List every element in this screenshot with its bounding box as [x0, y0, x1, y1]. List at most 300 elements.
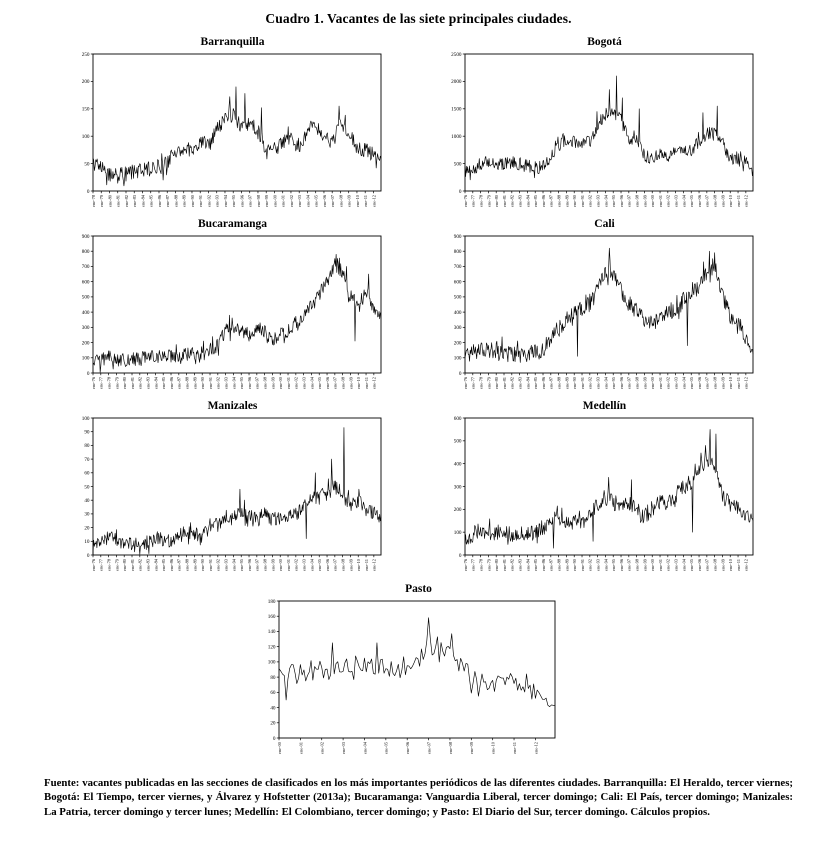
y-axis-tick-label: 100 — [267, 659, 275, 666]
y-axis-tick-label: 70 — [83, 456, 89, 463]
x-axis-tick-label: ene-96 — [618, 377, 624, 389]
x-axis-tick-label: ene-90 — [189, 195, 195, 207]
x-axis-tick-label: ene-78 — [478, 559, 484, 571]
x-axis-tick-label: ene-06 — [321, 195, 327, 207]
chart-title: Medellín — [582, 400, 627, 412]
y-axis-tick-label: 900 — [453, 233, 461, 240]
x-axis-tick-label: ene-12 — [370, 195, 376, 207]
x-axis-tick-label: ene-05 — [316, 559, 322, 571]
y-axis-tick-label: 90 — [83, 429, 89, 436]
y-axis-tick-label: 500 — [453, 438, 461, 445]
x-axis-tick-label: ene-06 — [696, 195, 702, 207]
x-axis-tick-label: ene-07 — [704, 559, 710, 571]
x-axis-tick-label: ene-88 — [556, 377, 562, 389]
x-axis-tick-label: ene-83 — [131, 195, 137, 207]
x-axis-tick-label: ene-83 — [145, 559, 151, 571]
chart-canvas — [67, 231, 399, 397]
x-axis-tick-label: ene-06 — [404, 742, 410, 754]
x-axis-tick-label: ene-02 — [665, 195, 671, 207]
chart-pasto — [253, 583, 585, 762]
x-axis-tick-label: ene-79 — [113, 377, 119, 389]
x-axis-tick-label: ene-91 — [579, 377, 585, 389]
y-axis-tick-label: 150 — [81, 106, 89, 113]
x-axis-tick-label: ene-85 — [532, 377, 538, 389]
x-axis-tick-label: ene-83 — [517, 377, 523, 389]
x-axis-tick-label: ene-95 — [610, 195, 616, 207]
x-axis-tick-label: ene-94 — [602, 195, 608, 207]
x-axis-tick-label: ene-00 — [277, 559, 283, 571]
x-axis-tick-label: ene-92 — [587, 377, 593, 389]
y-axis-tick-label: 200 — [81, 340, 89, 347]
x-axis-tick-label: ene-07 — [425, 742, 431, 754]
x-axis-tick-label: ene-80 — [106, 195, 112, 207]
x-axis-tick-label: ene-94 — [222, 195, 228, 207]
x-axis-tick-label: ene-00 — [271, 195, 277, 207]
x-axis-tick-label: ene-81 — [115, 195, 121, 207]
x-axis-tick-label: ene-06 — [324, 377, 330, 389]
y-axis-tick-label: 60 — [83, 470, 89, 477]
chart-canvas-manizales — [67, 413, 399, 579]
y-axis-tick-label: 200 — [453, 340, 461, 347]
x-axis-tick-label: ene-87 — [176, 377, 182, 389]
x-axis-tick-label: ene-01 — [280, 195, 286, 207]
y-axis-tick-label: 300 — [453, 484, 461, 491]
x-axis-tick-label: ene-94 — [602, 559, 608, 571]
x-axis-tick-label: ene-09 — [346, 195, 352, 207]
x-axis-tick-label: ene-80 — [493, 559, 499, 571]
y-axis-tick-label: 400 — [81, 309, 89, 316]
y-axis-tick-label: 1500 — [450, 106, 461, 113]
x-axis-tick-label: ene-76 — [90, 559, 96, 571]
x-axis-tick-label: ene-08 — [712, 377, 718, 389]
x-axis-tick-label: ene-95 — [238, 377, 244, 389]
x-axis-tick-label: ene-88 — [556, 195, 562, 207]
x-axis-tick-label: ene-86 — [168, 559, 174, 571]
x-axis-tick-label: ene-93 — [214, 195, 220, 207]
x-axis-tick-label: ene-80 — [493, 377, 499, 389]
x-axis-tick-label: ene-10 — [490, 742, 496, 754]
x-axis-tick-label: ene-00 — [649, 377, 655, 389]
y-axis-tick-label: 80 — [83, 443, 89, 450]
x-axis-tick-label: ene-84 — [152, 377, 158, 389]
x-axis-tick-label: ene-91 — [579, 195, 585, 207]
x-axis-tick-label: ene-99 — [641, 559, 647, 571]
x-axis-tick-label: ene-95 — [238, 559, 244, 571]
x-axis-tick-label: ene-99 — [269, 559, 275, 571]
x-axis-tick-label: ene-83 — [517, 195, 523, 207]
x-axis-tick-label: ene-76 — [462, 559, 468, 571]
x-axis-tick-label: ene-03 — [301, 377, 307, 389]
y-axis-tick-label: 0 — [272, 735, 275, 742]
plot-area — [93, 236, 381, 373]
x-axis-tick-label: ene-03 — [340, 742, 346, 754]
x-axis-tick-label: ene-01 — [657, 195, 663, 207]
y-axis-tick-label: 100 — [81, 355, 89, 362]
x-axis-tick-label: ene-06 — [696, 559, 702, 571]
x-axis-tick-label: ene-03 — [296, 195, 302, 207]
x-axis-tick-label: ene-82 — [509, 559, 515, 571]
x-axis-tick-label: ene-06 — [696, 377, 702, 389]
x-axis-tick-label: ene-04 — [308, 559, 314, 571]
x-axis-tick-label: ene-98 — [634, 559, 640, 571]
y-axis-tick-label: 20 — [269, 720, 275, 727]
x-axis-tick-label: ene-81 — [129, 559, 135, 571]
x-axis-tick-label: ene-92 — [587, 559, 593, 571]
x-axis-tick-label: ene-01 — [657, 377, 663, 389]
x-axis-tick-label: ene-99 — [641, 377, 647, 389]
x-axis-tick-label: ene-04 — [680, 195, 686, 207]
x-axis-tick-label: ene-07 — [704, 195, 710, 207]
x-axis-tick-label: ene-04 — [680, 377, 686, 389]
x-axis-tick-label: ene-90 — [571, 377, 577, 389]
chart-bucaramanga — [67, 218, 399, 397]
chart-canvas — [439, 413, 771, 579]
x-axis-tick-label: ene-90 — [571, 195, 577, 207]
chart-canvas-medellin — [439, 413, 771, 579]
x-axis-tick-label: ene-90 — [199, 377, 205, 389]
x-axis-tick-label: ene-08 — [447, 742, 453, 754]
x-axis-tick-label: ene-82 — [509, 195, 515, 207]
y-axis-tick-label: 0 — [458, 552, 461, 559]
x-axis-tick-label: ene-09 — [719, 377, 725, 389]
x-axis-tick-label: ene-79 — [485, 377, 491, 389]
x-axis-tick-label: ene-95 — [610, 559, 616, 571]
x-axis-tick-label: ene-78 — [90, 195, 96, 207]
x-axis-tick-label: ene-10 — [727, 195, 733, 207]
x-axis-tick-label: ene-90 — [199, 559, 205, 571]
y-axis-tick-label: 600 — [453, 279, 461, 286]
x-axis-tick-label: ene-78 — [106, 377, 112, 389]
x-axis-tick-label: ene-00 — [277, 377, 283, 389]
y-axis-tick-label: 140 — [267, 629, 275, 636]
x-axis-tick-label: ene-12 — [371, 559, 377, 571]
chart-canvas-bucaramanga — [67, 231, 399, 397]
x-axis-tick-label: ene-78 — [478, 195, 484, 207]
y-axis-tick-label: 250 — [81, 51, 89, 58]
page-title: Cuadro 1. Vacantes de las siete principales ciudades. — [265, 11, 572, 26]
x-axis-tick-label: ene-87 — [548, 559, 554, 571]
x-axis-tick-label: ene-97 — [254, 377, 260, 389]
x-axis-tick-label: ene-89 — [191, 559, 197, 571]
y-axis-tick-label: 800 — [453, 249, 461, 256]
x-axis-tick-label: ene-88 — [184, 377, 190, 389]
x-axis-tick-label: ene-83 — [517, 559, 523, 571]
y-axis-tick-label: 200 — [453, 507, 461, 514]
x-axis-tick-label: ene-78 — [478, 377, 484, 389]
chart-title: Pasto — [405, 583, 432, 595]
x-axis-tick-label: ene-83 — [145, 377, 151, 389]
x-axis-tick-label: ene-91 — [207, 559, 213, 571]
x-axis-tick-label: ene-99 — [269, 377, 275, 389]
x-axis-tick-label: ene-77 — [470, 377, 476, 389]
x-axis-tick-label: ene-09 — [347, 377, 353, 389]
x-axis-tick-label: ene-88 — [172, 195, 178, 207]
y-axis-tick-label: 80 — [269, 674, 275, 681]
x-axis-tick-label: ene-01 — [285, 559, 291, 571]
x-axis-tick-label: ene-01 — [285, 377, 291, 389]
x-axis-tick-label: ene-87 — [164, 195, 170, 207]
x-axis-tick-label: ene-10 — [354, 195, 360, 207]
x-axis-tick-label: ene-89 — [191, 377, 197, 389]
x-axis-tick-label: ene-89 — [563, 377, 569, 389]
chart-bogota — [439, 36, 771, 215]
y-axis-tick-label: 10 — [83, 539, 89, 546]
x-axis-tick-label: ene-85 — [160, 377, 166, 389]
x-axis-tick-label: ene-84 — [139, 195, 145, 207]
x-axis-tick-label: ene-79 — [98, 195, 104, 207]
x-axis-tick-label: ene-79 — [485, 195, 491, 207]
y-axis-tick-label: 160 — [267, 614, 275, 621]
y-axis-tick-label: 40 — [83, 498, 89, 504]
x-axis-tick-label: ene-90 — [571, 559, 577, 571]
y-axis-tick-label: 0 — [458, 370, 461, 377]
x-axis-tick-label: ene-91 — [579, 559, 585, 571]
x-axis-tick-label: ene-92 — [215, 559, 221, 571]
x-axis-tick-label: ene-81 — [501, 195, 507, 207]
x-axis-tick-label: ene-98 — [634, 377, 640, 389]
x-axis-tick-label: ene-85 — [532, 559, 538, 571]
y-axis-tick-label: 200 — [81, 79, 89, 86]
x-axis-tick-label: ene-97 — [626, 195, 632, 207]
y-axis-tick-label: 900 — [81, 233, 89, 240]
x-axis-tick-label: ene-09 — [719, 559, 725, 571]
y-axis-tick-label: 300 — [453, 325, 461, 332]
chart-medellin — [439, 400, 771, 579]
x-axis-tick-label: ene-04 — [304, 195, 310, 207]
x-axis-tick-label: ene-93 — [595, 377, 601, 389]
x-axis-tick-label: ene-94 — [602, 377, 608, 389]
x-axis-tick-label: ene-03 — [673, 195, 679, 207]
y-axis-tick-label: 500 — [453, 294, 461, 301]
x-axis-tick-label: ene-87 — [176, 559, 182, 571]
y-axis-tick-label: 30 — [83, 511, 89, 518]
x-axis-tick-label: ene-98 — [634, 195, 640, 207]
x-axis-tick-label: ene-11 — [363, 559, 369, 571]
x-axis-tick-label: ene-92 — [587, 195, 593, 207]
y-axis-tick-label: 500 — [453, 161, 461, 168]
y-axis-tick-label: 0 — [86, 188, 89, 195]
x-axis-tick-label: ene-91 — [207, 377, 213, 389]
x-axis-tick-label: ene-77 — [470, 195, 476, 207]
x-axis-tick-label: ene-05 — [383, 742, 389, 754]
x-axis-tick-label: ene-09 — [719, 195, 725, 207]
x-axis-tick-label: ene-08 — [340, 377, 346, 389]
y-axis-tick-label: 700 — [453, 264, 461, 271]
x-axis-tick-label: ene-11 — [735, 195, 741, 207]
x-axis-tick-label: ene-76 — [462, 377, 468, 389]
x-axis-tick-label: ene-11 — [735, 377, 741, 389]
y-axis-tick-label: 100 — [81, 415, 89, 422]
x-axis-tick-label: ene-93 — [595, 195, 601, 207]
x-axis-tick-label: ene-07 — [332, 559, 338, 571]
x-axis-tick-label: ene-11 — [363, 377, 369, 389]
x-axis-tick-label: ene-81 — [129, 377, 135, 389]
x-axis-tick-label: ene-09 — [347, 559, 353, 571]
y-axis-tick-label: 800 — [81, 249, 89, 256]
y-axis-tick-label: 50 — [83, 484, 89, 491]
chart-canvas-bogota — [439, 49, 771, 215]
x-axis-tick-label: ene-85 — [148, 195, 154, 207]
x-axis-tick-label: ene-02 — [319, 742, 325, 754]
x-axis-tick-label: ene-12 — [532, 742, 538, 754]
x-axis-tick-label: ene-06 — [324, 559, 330, 571]
x-axis-tick-label: ene-86 — [168, 377, 174, 389]
chart-barranquilla — [67, 36, 399, 215]
y-axis-tick-label: 120 — [267, 644, 275, 651]
x-axis-tick-label: ene-88 — [184, 559, 190, 571]
x-axis-tick-label: ene-11 — [735, 559, 741, 571]
x-axis-tick-label: ene-10 — [727, 377, 733, 389]
x-axis-tick-label: ene-08 — [712, 559, 718, 571]
y-axis-tick-label: 60 — [269, 690, 275, 697]
x-axis-tick-label: ene-02 — [665, 377, 671, 389]
charts-grid — [67, 36, 771, 579]
x-axis-tick-label: ene-84 — [152, 559, 158, 571]
x-axis-tick-label: ene-03 — [673, 377, 679, 389]
x-axis-tick-label: ene-96 — [246, 559, 252, 571]
x-axis-tick-label: ene-78 — [106, 559, 112, 571]
x-axis-tick-label: ene-77 — [98, 377, 104, 389]
chart-title: Bogotá — [587, 36, 622, 48]
x-axis-tick-label: ene-99 — [263, 195, 269, 207]
chart-canvas — [67, 413, 399, 579]
y-axis-tick-label: 0 — [86, 552, 89, 559]
y-axis-tick-label: 20 — [83, 525, 89, 532]
x-axis-tick-label: ene-04 — [361, 742, 367, 754]
x-axis-tick-label: ene-84 — [524, 559, 530, 571]
plot-area — [93, 418, 381, 555]
x-axis-tick-label: ene-87 — [548, 377, 554, 389]
x-axis-tick-label: ene-82 — [137, 377, 143, 389]
x-axis-tick-label: ene-80 — [121, 559, 127, 571]
x-axis-tick-label: ene-79 — [113, 559, 119, 571]
x-axis-tick-label: ene-02 — [293, 377, 299, 389]
x-axis-tick-label: ene-96 — [246, 377, 252, 389]
x-axis-tick-label: ene-10 — [727, 559, 733, 571]
x-axis-tick-label: ene-00 — [649, 559, 655, 571]
x-axis-tick-label: ene-12 — [743, 377, 749, 389]
x-axis-tick-label: ene-02 — [288, 195, 294, 207]
x-axis-tick-label: ene-96 — [618, 559, 624, 571]
chart-canvas — [67, 49, 399, 215]
x-axis-tick-label: ene-12 — [371, 377, 377, 389]
chart-canvas-barranquilla — [67, 49, 399, 215]
x-axis-tick-label: ene-77 — [470, 559, 476, 571]
x-axis-tick-label: ene-11 — [362, 195, 368, 207]
y-axis-tick-label: 1000 — [450, 134, 461, 140]
x-axis-tick-label: ene-01 — [657, 559, 663, 571]
y-axis-tick-label: 50 — [83, 161, 89, 168]
x-axis-tick-label: ene-80 — [493, 195, 499, 207]
x-axis-tick-label: ene-80 — [121, 377, 127, 389]
x-axis-tick-label: ene-85 — [532, 195, 538, 207]
x-axis-tick-label: ene-03 — [301, 559, 307, 571]
x-axis-tick-label: ene-07 — [329, 195, 335, 207]
x-axis-tick-label: ene-00 — [276, 742, 282, 754]
x-axis-tick-label: ene-05 — [316, 377, 322, 389]
x-axis-tick-label: ene-03 — [673, 559, 679, 571]
chart-title: Barranquilla — [200, 36, 265, 48]
x-axis-tick-label: ene-07 — [332, 377, 338, 389]
y-axis-tick-label: 2000 — [450, 79, 461, 86]
x-axis-tick-label: ene-97 — [626, 377, 632, 389]
x-axis-tick-label: ene-02 — [293, 559, 299, 571]
x-axis-tick-label: ene-05 — [313, 195, 319, 207]
x-axis-tick-label: ene-76 — [462, 195, 468, 207]
chart-canvas-cali — [439, 231, 771, 397]
y-axis-tick-label: 40 — [269, 705, 275, 712]
chart-title: Bucaramanga — [198, 218, 267, 230]
x-axis-tick-label: ene-99 — [641, 195, 647, 207]
x-axis-tick-label: ene-91 — [197, 195, 203, 207]
y-axis-tick-label: 400 — [453, 309, 461, 316]
x-axis-tick-label: ene-97 — [254, 559, 260, 571]
source-note: Fuente: vacantes publicadas en las secciones de clasificados en los más importantes periódicos de las diferentes ciudades. Barranquilla: El Heraldo, tercer viernes; Bogotá: El Tiempo, tercer viernes, y Álvarez y Hofstetter (2013a); Bucaramanga: Vanguardia Liberal, tercer domingo; Cali: El País, tercer domingo; Manizales: La Patria, tercer domingo y tercer lunes; Medellín: El Colombiano, tercer domingo; y Pasto: El Diario del Sur, tercer domingo. Cálculos propios. — [44, 777, 793, 818]
x-axis-tick-label: ene-97 — [626, 559, 632, 571]
chart-canvas — [253, 596, 585, 762]
x-axis-tick-label: ene-10 — [355, 377, 361, 389]
x-axis-tick-label: ene-94 — [230, 559, 236, 571]
x-axis-tick-label: ene-94 — [230, 377, 236, 389]
x-axis-tick-label: ene-82 — [123, 195, 129, 207]
plot-area — [279, 601, 555, 738]
y-axis-tick-label: 100 — [81, 134, 89, 140]
x-axis-tick-label: ene-89 — [563, 195, 569, 207]
chart-cali — [439, 218, 771, 397]
x-axis-tick-label: ene-81 — [501, 559, 507, 571]
x-axis-tick-label: ene-88 — [556, 559, 562, 571]
x-axis-tick-label: ene-10 — [355, 559, 361, 571]
x-axis-tick-label: ene-98 — [262, 377, 268, 389]
x-axis-tick-label: ene-08 — [337, 195, 343, 207]
x-axis-tick-label: ene-07 — [704, 377, 710, 389]
x-axis-tick-label: ene-82 — [137, 559, 143, 571]
x-axis-tick-label: ene-05 — [688, 195, 694, 207]
y-axis-tick-label: 500 — [81, 294, 89, 301]
x-axis-tick-label: ene-08 — [712, 195, 718, 207]
x-axis-tick-label: ene-98 — [262, 559, 268, 571]
x-axis-tick-label: ene-04 — [308, 377, 314, 389]
chart-canvas — [439, 231, 771, 397]
y-axis-tick-label: 2500 — [450, 51, 461, 58]
x-axis-tick-label: ene-86 — [540, 195, 546, 207]
y-axis-tick-label: 180 — [267, 598, 275, 605]
x-axis-tick-label: ene-01 — [297, 742, 303, 754]
x-axis-tick-label: ene-86 — [540, 377, 546, 389]
x-axis-tick-label: ene-05 — [688, 559, 694, 571]
x-axis-tick-label: ene-92 — [205, 195, 211, 207]
x-axis-tick-label: ene-93 — [223, 377, 229, 389]
x-axis-tick-label: ene-95 — [230, 195, 236, 207]
y-axis-tick-label: 0 — [458, 188, 461, 195]
x-axis-tick-label: ene-97 — [247, 195, 253, 207]
x-axis-tick-label: ene-12 — [743, 559, 749, 571]
y-axis-tick-label: 100 — [453, 355, 461, 362]
x-axis-tick-label: ene-98 — [255, 195, 261, 207]
x-axis-tick-label: ene-96 — [618, 195, 624, 207]
x-axis-tick-label: ene-82 — [509, 377, 515, 389]
x-axis-tick-label: ene-79 — [485, 559, 491, 571]
x-axis-tick-label: ene-89 — [181, 195, 187, 207]
x-axis-tick-label: ene-00 — [649, 195, 655, 207]
y-axis-tick-label: 600 — [453, 415, 461, 422]
chart-title: Cali — [594, 218, 615, 230]
y-axis-tick-label: 600 — [81, 279, 89, 286]
x-axis-tick-label: ene-85 — [160, 559, 166, 571]
y-axis-tick-label: 0 — [86, 370, 89, 377]
x-axis-tick-label: ene-87 — [548, 195, 554, 207]
x-axis-tick-label: ene-77 — [98, 559, 104, 571]
